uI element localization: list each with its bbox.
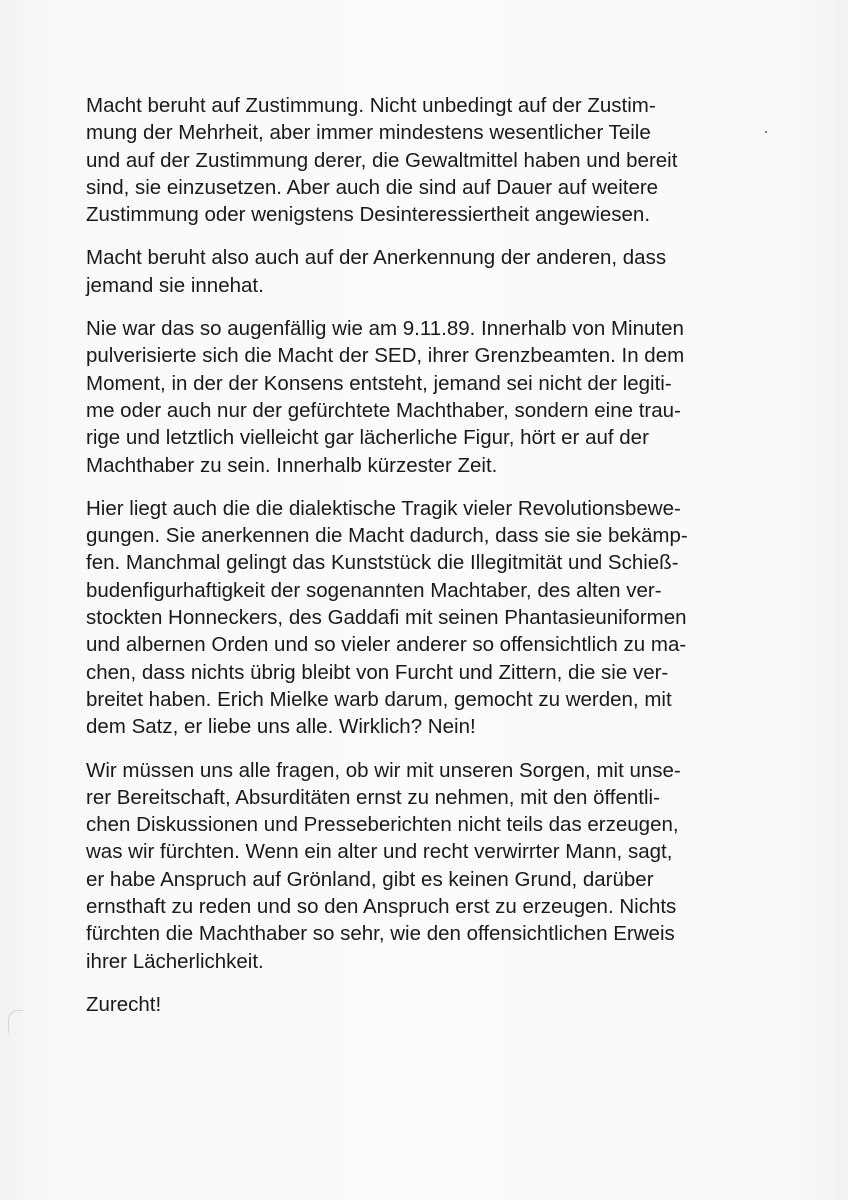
paragraph <box>86 92 726 228</box>
text-line: Wir müssen uns alle fragen, ob wir mit unseren Sorgen, mit unse- <box>86 758 681 782</box>
text-line: fen. Manchmal gelingt das Kunststück die Illegitmität und Schieß- <box>86 551 679 575</box>
text-line: me oder auch nur der gefürchtete Machthaber, sondern eine trau- <box>86 398 681 422</box>
text-line: sind, sie einzusetzen. Aber auch die sind auf Dauer auf weitere <box>86 175 659 199</box>
document-body <box>86 92 726 1034</box>
text-line: mung der Mehrheit, aber immer mindestens wesentlicher Teile <box>86 121 651 145</box>
paragraph <box>86 495 726 741</box>
text-line: fürchten die Machthaber so sehr, wie den offensichtlichen Erweis <box>86 922 675 946</box>
paragraph <box>86 757 726 975</box>
scan-speck <box>765 131 767 133</box>
text-line: stockten Honneckers, des Gaddafi mit seinen Phantasieuniformen <box>86 606 687 630</box>
text-line: Macht beruht also auch auf der Anerkennung der anderen, dass <box>86 246 667 270</box>
text-line: Moment, in der der Konsens entsteht, jemand sei nicht der legiti- <box>86 371 672 395</box>
page-edge-mark <box>8 1010 23 1033</box>
text-line: chen Diskussionen und Presseberichten nicht teils das erzeugen, <box>86 813 679 837</box>
text-line: budenfigurhaftigkeit der sogenannten Machtaber, des alten ver- <box>86 578 662 602</box>
text-line: Machthaber zu sein. Innerhalb kürzester Zeit. <box>86 453 498 477</box>
text-line: Hier liegt auch die die dialektische Tragik vieler Revolutionsbewe- <box>86 496 681 520</box>
text-line: was wir fürchten. Wenn ein alter und recht verwirrter Mann, sagt, <box>86 840 673 864</box>
text-line: gungen. Sie anerkennen die Macht dadurch, dass sie sie bekämp- <box>86 524 688 548</box>
text-line: ihrer Lächerlichkeit. <box>86 949 264 973</box>
text-line: und albernen Orden und so vieler anderer so offensichtlich zu ma- <box>86 633 687 657</box>
text-line: und auf der Zustimmung derer, die Gewaltmittel haben und bereit <box>86 148 678 172</box>
text-line: dem Satz, er liebe uns alle. Wirklich? Nein! <box>86 715 476 739</box>
paragraph <box>86 991 726 1018</box>
text-line: rige und letztlich vielleicht gar lächerliche Figur, hört er auf der <box>86 426 649 450</box>
paragraph <box>86 315 726 479</box>
text-line: rer Bereitschaft, Absurditäten ernst zu nehmen, mit den öffentli- <box>86 785 660 809</box>
text-line: Macht beruht auf Zustimmung. Nicht unbedingt auf der Zustim- <box>86 94 656 117</box>
text-line: Zurecht! <box>86 992 162 1016</box>
text-line: pulverisierte sich die Macht der SED, ihrer Grenzbeamten. In dem <box>86 344 685 368</box>
text-line: chen, dass nichts übrig bleibt von Furcht und Zittern, die sie ver- <box>86 660 669 684</box>
text-line: breitet haben. Erich Mielke warb darum, gemocht zu werden, mit <box>86 687 672 711</box>
text-line: Nie war das so augenfällig wie am 9.11.89. Innerhalb von Minuten <box>86 317 684 341</box>
text-line: jemand sie innehat. <box>86 273 264 297</box>
text-line: Zustimmung oder wenigstens Desinteressiertheit angewiesen. <box>86 203 651 227</box>
text-line: er habe Anspruch auf Grönland, gibt es keinen Grund, darüber <box>86 867 654 891</box>
text-line: ernsthaft zu reden und so den Anspruch erst zu erzeugen. Nichts <box>86 895 677 919</box>
paragraph <box>86 244 726 299</box>
